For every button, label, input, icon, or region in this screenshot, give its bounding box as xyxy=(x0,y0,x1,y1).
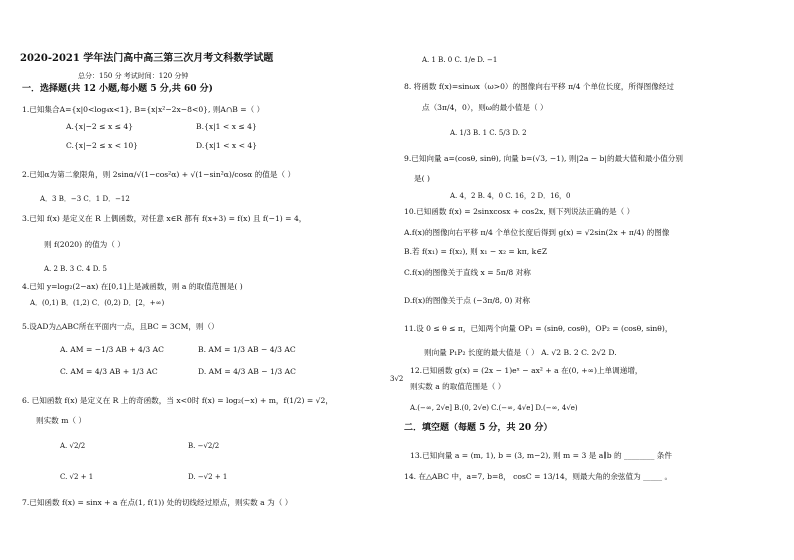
section-choice-heading: 一．选择题(共 12 小题,每小题 5 分,共 60 分) xyxy=(22,84,213,94)
question-4: 4.已知 y=log₂(2−ax) 在[0,1]上是减函数，则 a 的取值范围是( ) xyxy=(22,282,243,291)
q1-option-c: C.{x|−2 ≤ x < 10} xyxy=(66,141,138,150)
q5-option-b: B. AM = 1/3 AB − 4/3 AC xyxy=(198,345,296,354)
question-9: 9.已知向量 a=(cosθ, sinθ), 向量 b=(√3, −1), 则|2a − b|的最大值和最小值分别 xyxy=(404,154,683,163)
q10-option-c: C.f(x)的图像关于直线 x = 5π/8 对称 xyxy=(404,268,531,277)
question-8: 8. 将函数 f(x)=sinωx（ω>0）的图像向右平移 π/4 个单位长度，所得图像经过 xyxy=(404,82,674,91)
exam-meta: 总分：150 分 考试时间：120 分钟 xyxy=(78,72,189,80)
question-12: 12.已知函数 g(x) = (2x − 1)eˣ − ax² + a 在(0, +∞)上单调递增， xyxy=(410,366,643,375)
question-13: 13.已知向量 a = (m, 1), b = (3, m−2), 则 m = 3 是 a∥b 的 ________ 条件 xyxy=(410,451,672,460)
question-14: 14. 在△ABC 中，a=7, b=8， cosC = 13/14，则最大角的余弦值为 _____ 。 xyxy=(404,472,673,481)
question-11-cont: 则向量 P₁P₂ 长度的最大值是（ ） A. √2 B. 2 C. 2√2 D. xyxy=(424,348,617,357)
question-11: 11.设 0 ≤ θ ≤ π，已知两个向量 OP₁ = (sinθ, cosθ)，OP₂ = (cosθ, sinθ)， xyxy=(404,324,673,333)
q5-option-c: C. AM = 4/3 AB + 1/3 AC xyxy=(60,367,158,376)
question-1: 1.已知集合A={x|0<log₄x<1}, B={x|x²−2x−8<0}, 则A∩B =（ ） xyxy=(22,105,265,114)
question-2: 2.已知α为第二象限角，则 2sinα/√(1−cos²α) + √(1−sin²α)/cosα 的值是（ ） xyxy=(22,170,296,179)
q6-option-c: C. √2 + 1 xyxy=(60,473,94,481)
q1-option-d: D.{x|1 < x < 4} xyxy=(196,141,258,150)
q5-option-a: A. AM = −1/3 AB + 4/3 AC xyxy=(60,345,164,354)
q2-options: A．3 B．−3 C．1 D．−12 xyxy=(40,195,130,203)
q12-options: A.(−∞, 2√e] B.(0, 2√e) C.(−∞, 4√e] D.(−∞, 4√e) xyxy=(410,404,578,412)
q10-option-d: D.f(x)的图像关于点 (−3π/8, 0) 对称 xyxy=(404,296,530,305)
question-3-cont: 则 f(2020) 的值为（ ） xyxy=(44,240,125,249)
q5-option-d: D. AM = 4/3 AB − 1/3 AC xyxy=(198,367,296,376)
q3-options: A. 2 B. 3 C. 4 D. 5 xyxy=(44,265,107,273)
question-6: 6. 已知函数 f(x) 是定义在 R 上的奇函数，当 x<0时 f(x) = log₂(−x) + m，f(1/2) = √2， xyxy=(22,396,333,405)
q10-option-a: A.f(x)的图像向右平移 π/4 个单位长度后得到 g(x) = √2sin(2x + π/4) 的图像 xyxy=(404,228,670,237)
q6-option-d: D. −√2 + 1 xyxy=(188,473,228,481)
exam-title: 2020-2021 学年法门高中高三第三次月考文科数学试题 xyxy=(20,53,274,64)
q1-option-a: A.{x|−2 ≤ x ≤ 4} xyxy=(66,122,134,131)
question-9-cont: 是( ) xyxy=(414,174,430,183)
q6-option-a: A. √2/2 xyxy=(60,442,86,450)
section-fill-heading: 二．填空题（每题 5 分，共 20 分） xyxy=(404,423,553,433)
q10-option-b: B.若 f(x₁) = f(x₂), 则 x₁ − x₂ = kπ, k∈Z xyxy=(404,247,548,256)
q7-options: A. 1 B. 0 C. 1/e D. −1 xyxy=(422,56,498,64)
question-6-cont: 则实数 m（ ） xyxy=(36,416,86,425)
q8-options: A. 1/3 B. 1 C. 5/3 D. 2 xyxy=(450,129,527,137)
question-5: 5.设AD为△ABC所在平面内一点，且BC = 3CM，则（） xyxy=(22,322,219,331)
q11-option-d-value: 3√2 xyxy=(390,375,404,383)
q9-options: A. 4，2 B. 4，0 C. 16，2 D．16，0 xyxy=(450,192,571,200)
question-7: 7.已知函数 f(x) = sinx + a 在点(1, f(1)) 处的切线经过原点，则实数 a 为（ ） xyxy=(22,498,293,507)
question-8-cont: 点（3π/4，0），则ω的最小值是（ ） xyxy=(422,103,548,112)
q6-option-b: B. −√2/2 xyxy=(188,442,220,450)
q4-options: A．(0,1) B．(1,2) C．(0,2) D．[2，+∞) xyxy=(30,299,165,307)
question-10: 10.已知函数 f(x) = 2sinxcosx + cos2x, 则下列说法正确的是（ ） xyxy=(404,207,635,216)
question-3: 3.已知 f(x) 是定义在 R 上偶函数，对任意 x∈R 都有 f(x+3) = f(x) 且 f(−1) = 4， xyxy=(22,214,307,223)
question-12-cont: 则实数 a 的取值范围是（ ） xyxy=(410,382,506,391)
q1-option-b: B.{x|1 < x ≤ 4} xyxy=(196,122,257,131)
